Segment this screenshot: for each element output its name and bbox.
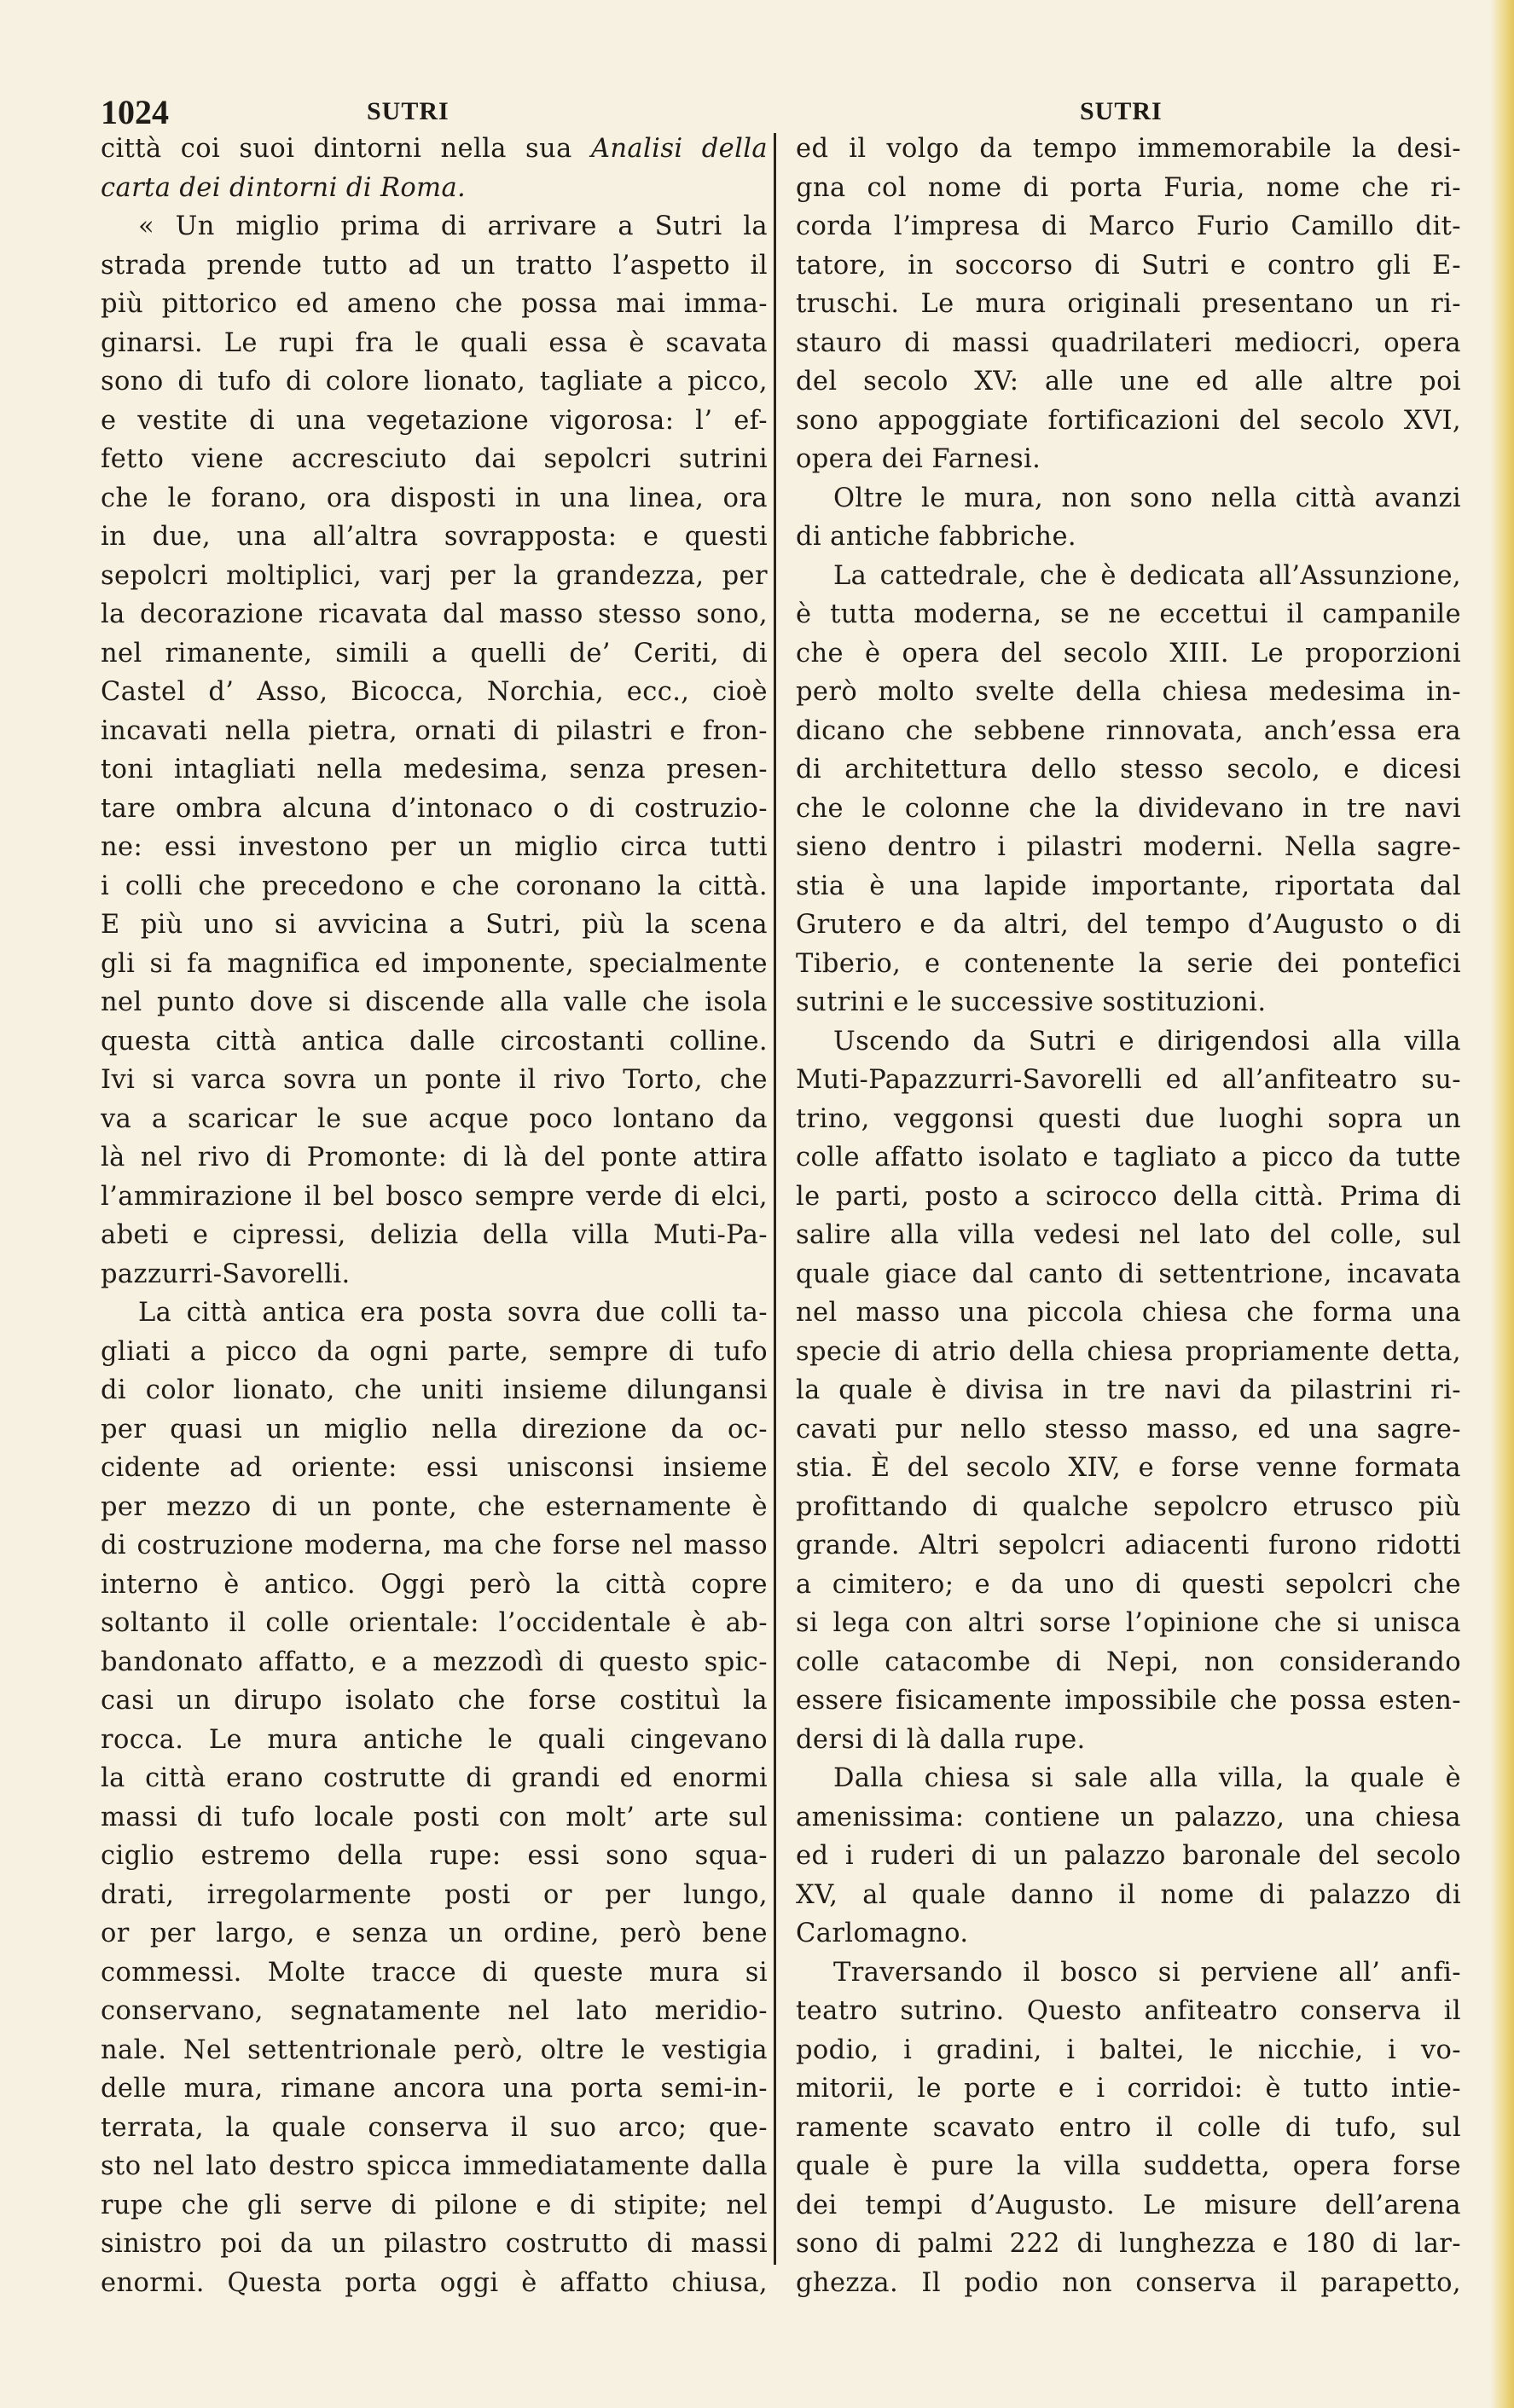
text-line: gna col nome di porta Furia, nome che ri- [796, 172, 1461, 203]
text-line: rocca. Le mura antiche le quali cingevano [101, 1724, 768, 1755]
running-head-right: SUTRI [1080, 97, 1163, 125]
text-line: nel rimanente, simili a quelli de’ Ceriti, di [101, 638, 768, 669]
text-line: nel masso una piccola chiesa che forma una [796, 1298, 1461, 1328]
text-line: Uscendo da Sutri e dirigendosi alla villa [833, 1026, 1461, 1056]
text-line: di antiche fabbriche. [796, 522, 1077, 552]
text-line: XV, al quale danno il nome di palazzo di [796, 1879, 1461, 1910]
text-line: specie di atrio della chiesa propriamente detta, [796, 1336, 1461, 1367]
text-line: incavati nella pietra, ornati di pilastri e fron- [101, 715, 768, 746]
text-line: di costruzione moderna, ma che forse nel masso [101, 1531, 768, 1560]
text-line: rupe che gli serve di pilone e di stipite; nel [101, 2190, 768, 2220]
text-line: per quasi un miglio nella direzione da oc- [101, 1414, 768, 1444]
text-line: dersi di là dalla rupe. [796, 1724, 1086, 1755]
text-line: terrata, la quale conserva il suo arco; que- [101, 2112, 768, 2143]
text-line: colle catacombe di Nepi, non considerando [796, 1647, 1461, 1677]
text-line: questa città antica dalle circostanti colline. [101, 1026, 768, 1056]
text-line: dei tempi d’Augusto. Le misure dell’arena [796, 2190, 1461, 2220]
text-line: Grutero e da altri, del tempo d’Augusto o di [796, 910, 1461, 940]
text-line: quale è pure la villa suddetta, opera forse [796, 2151, 1461, 2181]
text-line: ginarsi. Le rupi fra le quali essa è scavata [101, 327, 768, 358]
text-line: delle mura, rimane ancora una porta semi-in- [101, 2074, 768, 2104]
text-line: commessi. Molte tracce di queste mura si [101, 1957, 768, 1988]
text-line: in due, una all’altra sovrapposta: e questi [101, 522, 768, 552]
text-line: sutrini e le successive sostituzioni. [796, 987, 1267, 1017]
text-line: la città erano costrutte di grandi ed enormi [101, 1763, 768, 1793]
text-line: profittando di qualche sepolcro etrusco più [796, 1491, 1461, 1522]
text-line: la quale è divisa in tre navi da pilastrini ri- [796, 1375, 1461, 1405]
text-line: di color lionato, che uniti insieme dilungansi [101, 1375, 768, 1405]
text-line: Muti-Papazzurri-Savorelli ed all’anfiteatro su- [796, 1065, 1461, 1095]
text-line: ed i ruderi di un palazzo baronale del secolo [796, 1841, 1461, 1871]
text-line: pazzurri-Savorelli. [101, 1259, 351, 1289]
text-line: ed il volgo da tempo immemorabile la desi- [796, 134, 1461, 164]
text-line: sinistro poi da un pilastro costrutto di massi [101, 2229, 768, 2259]
text-line: enormi. Questa porta oggi è affatto chiusa, [101, 2267, 768, 2298]
text-line: sto nel lato destro spicca immediatamente dalla [101, 2151, 768, 2181]
text-line: là nel rivo di Promonte: di là del ponte attira [101, 1143, 768, 1172]
text-line: ne: essi investono per un miglio circa tutti [101, 832, 768, 862]
text-line: ghezza. Il podio non conserva il parapetto, [796, 2267, 1461, 2298]
text-line: Traversando il bosco si perviene all’ anfi- [833, 1957, 1461, 1988]
text-line: bandonato affatto, e a mezzodì di questo spic- [101, 1647, 768, 1677]
text-line: sieno dentro i pilastri moderni. Nella sagre- [796, 832, 1461, 862]
text-line: è tutta moderna, se ne eccettui il campanile [796, 599, 1461, 629]
text-line: ciglio estremo della rupe: essi sono squa- [101, 1841, 768, 1871]
page-header [101, 92, 1461, 131]
text-line: salire alla villa vedesi nel lato del colle, sul [796, 1220, 1461, 1250]
right-column [796, 130, 1461, 2302]
text-line: Ivi si varca sovra un ponte il rivo Torto, che [101, 1065, 768, 1095]
text-line: e vestite di una vegetazione vigorosa: l’ ef- [101, 405, 768, 436]
text-line: le parti, posto a scirocco della città. Prima di [796, 1181, 1461, 1212]
text-line: opera dei Farnesi. [796, 444, 1041, 474]
text-line: stauro di massi quadrilateri mediocri, opera [796, 327, 1461, 358]
text-line: Carlomagno. [796, 1919, 969, 1948]
text-line: dicano che sebbene rinnovata, anch’essa era [796, 715, 1461, 746]
text-line: casi un dirupo isolato che forse costituì la [101, 1686, 768, 1716]
text-line: Dalla chiesa si sale alla villa, la quale è [833, 1763, 1461, 1793]
text-line: massi di tufo locale posti con molt’ arte sul [101, 1802, 768, 1832]
running-head-left: SUTRI [367, 97, 450, 125]
text-line: che le colonne che la dividevano in tre navi [796, 793, 1461, 824]
text-line: carta dei dintorni di Roma. [101, 172, 467, 203]
text-line: più pittorico ed ameno che possa mai imma- [101, 289, 768, 319]
text-line: mitorii, le porte e i corridoi: è tutto intie- [796, 2074, 1461, 2104]
text-line: La città antica era posta sovra due colli ta- [138, 1298, 768, 1328]
text-line: l’ammirazione il bel bosco sempre verde di elci, [101, 1181, 768, 1212]
text-line: tatore, in soccorso di Sutri e contro gli E- [796, 250, 1461, 281]
text-line: strada prende tutto ad un tratto l’aspetto il [101, 250, 768, 281]
text-line: i colli che precedono e che coronano la città. [101, 871, 768, 901]
text-line: tare ombra alcuna d’intonaco o di costruzio- [101, 793, 768, 824]
text-line: sono di palmi 222 di lunghezza e 180 di lar- [796, 2229, 1461, 2259]
page-number: 1024 [101, 93, 169, 131]
page-edge-tint [1490, 0, 1514, 2408]
text-line: gli si fa magnifica ed imponente, specialmente [101, 948, 768, 979]
text-line: nel punto dove si discende alla valle che isola [101, 987, 768, 1017]
left-column [101, 130, 768, 2302]
text-line: Tiberio, e contenente la serie dei pontefici [796, 948, 1461, 979]
text-line: del secolo XV: alle une ed alle altre poi [796, 367, 1461, 397]
text-line: La cattedrale, che è dedicata all’Assunzione, [833, 560, 1461, 591]
text-line: però molto svelte della chiesa medesima in- [796, 677, 1461, 707]
text-line: ramente scavato entro il colle di tufo, sul [796, 2112, 1461, 2143]
text-line: E più uno si avvicina a Sutri, più la scena [101, 910, 768, 940]
text-line: va a scaricar le sue acque poco lontano da [101, 1103, 768, 1134]
text-line: fetto viene accresciuto dai sepolcri sutrini [101, 444, 768, 474]
text-line: che è opera del secolo XIII. Le proporzioni [796, 638, 1461, 669]
text-line: stia. È del secolo XIV, e forse venne formata [796, 1453, 1461, 1483]
text-line: cidente ad oriente: essi unisconsi insieme [101, 1453, 768, 1483]
text-line: a cimitero; e da uno di questi sepolcri che [796, 1569, 1461, 1600]
text-line: città coi suoi dintorni nella sua Analisi della [101, 134, 768, 164]
text-line: abeti e cipressi, delizia della villa Muti-Pa- [101, 1220, 768, 1250]
text-line: « Un miglio prima di arrivare a Sutri la [138, 211, 768, 241]
text-line: corda l’impresa di Marco Furio Camillo dit- [796, 211, 1461, 241]
text-line: essere fisicamente impossibile che possa esten- [796, 1686, 1461, 1716]
text-line: drati, irregolarmente posti or per lungo, [101, 1879, 768, 1910]
text-line: sono di tufo di colore lionato, tagliate a picco, [101, 367, 768, 397]
text-line: teatro sutrino. Questo anfiteatro conserva il [796, 1996, 1461, 2026]
text-line: sepolcri moltiplici, varj per la grandezza, per [101, 560, 768, 591]
text-line: Oltre le mura, non sono nella città avanzi [833, 483, 1461, 513]
text-line: di architettura dello stesso secolo, e dicesi [796, 755, 1461, 784]
text-line: sono appoggiate fortificazioni del secolo XVI, [796, 405, 1461, 436]
text-line: che le forano, ora disposti in una linea, ora [101, 483, 768, 513]
text-line: si lega con altri sorse l’opinione che si unisca [796, 1608, 1461, 1638]
text-line: cavati pur nello stesso masso, ed una sagre- [796, 1414, 1461, 1444]
column-divider [774, 133, 776, 2265]
text-line: stia è una lapide importante, riportata dal [796, 871, 1461, 901]
text-line: toni intagliati nella medesima, senza presen- [101, 755, 768, 784]
text-line: gliati a picco da ogni parte, sempre di tufo [101, 1336, 768, 1367]
text-line: per mezzo di un ponte, che esternamente è [101, 1491, 768, 1522]
text-line: truschi. Le mura originali presentano un ri- [796, 289, 1461, 319]
text-line: podio, i gradini, i baltei, le nicchie, i vo- [796, 2035, 1461, 2065]
text-line: amenissima: contiene un palazzo, una chiesa [796, 1802, 1461, 1832]
text-line: interno è antico. Oggi però la città copre [101, 1569, 768, 1600]
text-line: la decorazione ricavata dal masso stesso sono, [101, 599, 768, 629]
text-line: grande. Altri sepolcri adiacenti furono ridotti [796, 1531, 1461, 1560]
text-line: nale. Nel settentrionale però, oltre le vestigia [101, 2035, 768, 2065]
text-line: colle affatto isolato e tagliato a picco da tutte [796, 1143, 1461, 1172]
text-line: or per largo, e senza un ordine, però bene [101, 1919, 768, 1948]
text-line: conservano, segnatamente nel lato meridio- [101, 1996, 768, 2026]
text-line: soltanto il colle orientale: l’occidentale è ab- [101, 1608, 768, 1638]
text-line: quale giace dal canto di settentrione, incavata [796, 1259, 1461, 1289]
text-line: trino, veggonsi questi due luoghi sopra un [796, 1103, 1461, 1134]
text-line: Castel d’ Asso, Bicocca, Norchia, ecc., cioè [101, 677, 768, 707]
